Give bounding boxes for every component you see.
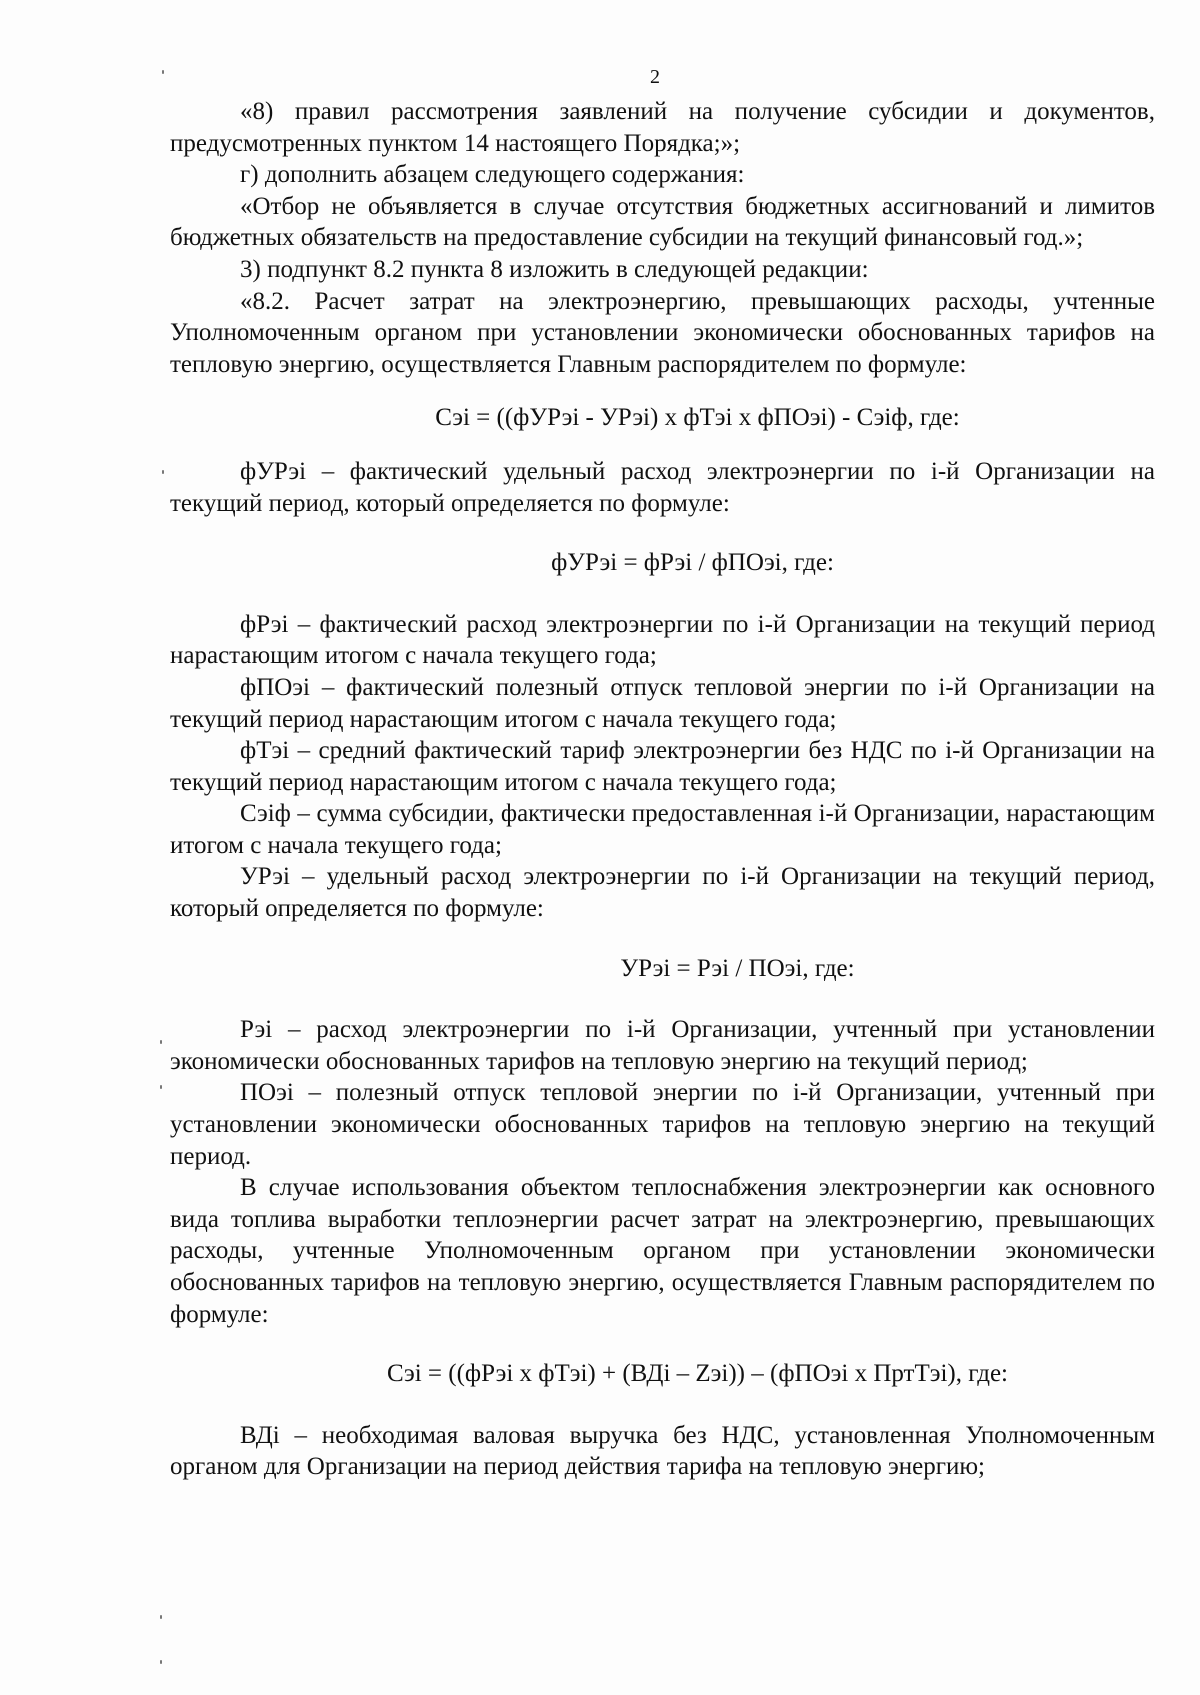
scan-speck bbox=[160, 1085, 162, 1089]
definition-fpo: фПОэі – фактический полезный отпуск тепловой энергии по і-й Организации на текущий период нарастающим итогом с начала текущего года; bbox=[170, 673, 1155, 733]
scan-speck bbox=[160, 1040, 162, 1044]
document-body bbox=[170, 96, 1155, 1483]
scan-speck bbox=[160, 1615, 162, 1619]
definition-poe: ПОэі – полезный отпуск тепловой энергии по і-й Организации, учтенный при установлении экономически обоснованных тарифов на тепловую энергию на текущий период. bbox=[170, 1079, 1155, 1170]
definition-fre: фРэі – фактический расход электроэнергии по і-й Организации на текущий период нарастающим итогом с начала текущего года; bbox=[170, 610, 1155, 670]
definition-seif: Сэіф – сумма субсидии, фактически предоставленная і-й Организации, нарастающим итогом с начала текущего года; bbox=[170, 800, 1155, 859]
definition-fte: фТэі – средний фактический тариф электроэнергии без НДС по і-й Организации на текущий период нарастающим итогом с начала текущего года; bbox=[170, 737, 1155, 796]
paragraph-item-8: «8) правил рассмотрения заявлений на получение субсидии и документов, предусмотренных пунктом 14 настоящего Порядка;»; bbox=[170, 98, 1155, 157]
formula-ure: УРэі = Рэі / ПОэі, где: bbox=[620, 954, 855, 982]
paragraph-8-2: «8.2. Расчет затрат на электроэнергию, превышающих расходы, учтенные Уполномоченным органом при установлении экономически обоснованных тарифов на тепловую энергию, осуществляется Главным распорядителем по формуле: bbox=[170, 287, 1155, 378]
definition-ure: УРэі – удельный расход электроэнергии по і-й Организации на текущий период, который определяется по формуле: bbox=[170, 863, 1155, 923]
paragraph-g: г) дополнить абзацем следующего содержания: bbox=[240, 161, 745, 189]
scan-speck bbox=[160, 1660, 162, 1664]
definition-vd: ВДі – необходимая валовая выручка без НДС, установленная Уполномоченным органом для Организации на период действия тарифа на тепловую энергию; bbox=[170, 1421, 1155, 1481]
page-number: 2 bbox=[650, 66, 660, 88]
paragraph-otbor: «Отбор не объявляется в случае отсутствия бюджетных ассигнований и лимитов бюджетных обязательств на предоставление субсидии на текущий финансовый год.»; bbox=[170, 192, 1155, 252]
formula-sei-2: Сэі = ((фРэі х фТэі) + (ВДі – Zэі)) – (фПОэі х ПртТэі), где: bbox=[386, 1360, 1009, 1388]
formula-sei-1: Сэі = ((фУРэі - УРэі) х фТэі х фПОэі) - Сэіф, где: bbox=[435, 404, 960, 432]
definition-re: Рэі – расход электроэнергии по і-й Организации, учтенный при установлении экономически обоснованных тарифов на тепловую энергию на текущий период; bbox=[170, 1016, 1155, 1075]
formula-fur: фУРэі = фРэі / фПОэі, где: bbox=[551, 549, 834, 577]
paragraph-subitem-3: 3) подпункт 8.2 пункта 8 изложить в следующей редакции: bbox=[240, 255, 869, 283]
definition-fur: фУРэі – фактический удельный расход электроэнергии по і-й Организации на текущий период, который определяется по формуле: bbox=[170, 457, 1155, 517]
scan-speck bbox=[162, 470, 164, 474]
paragraph-electro-fuel: В случае использования объектом теплоснабжения электроэнергии как основного вида топлива выработки теплоэнергии расчет затрат на электроэнергию, превышающих расходы, учтенные Уполномоченным органом при установлении экономически обоснованных тарифов на тепловую энергию, осуществляется Главным распорядителем по формуле: bbox=[170, 1174, 1155, 1328]
scan-speck bbox=[162, 70, 164, 74]
